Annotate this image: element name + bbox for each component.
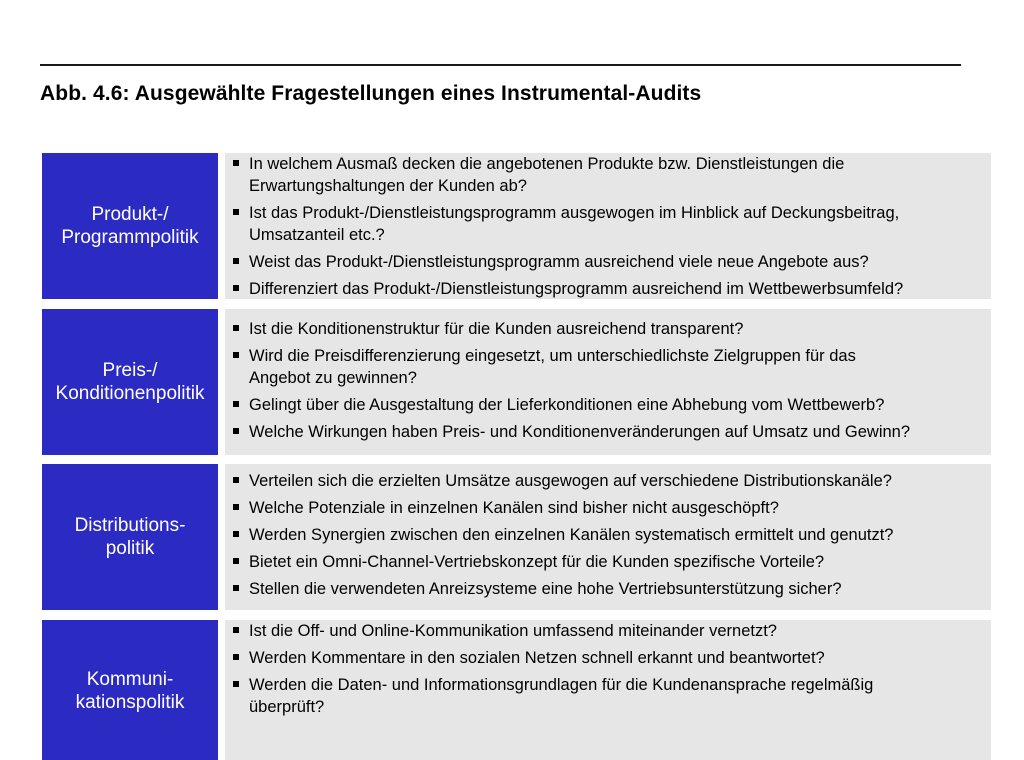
question-item (233, 318, 991, 340)
category-label (42, 464, 218, 610)
bullet-icon (233, 504, 239, 510)
question-text: Ist die Off- und Online-Kommunikation umfassend miteinander vernetzt? (249, 622, 777, 640)
question-text: Weist das Produkt-/Dienstleistungsprogramm ausreichend viele neue Angebote aus? (249, 253, 869, 271)
question-item (233, 153, 991, 197)
bullet-icon (233, 477, 239, 483)
bullet-icon (233, 627, 239, 633)
question-text: Differenziert das Produkt-/Dienstleistungsprogramm ausreichend im Wettbewerbsumfeld? (249, 280, 904, 298)
bullet-icon (233, 285, 239, 291)
question-text: Verteilen sich die erzielten Umsätze ausgewogen auf verschiedene Distributionskanäle? (249, 472, 892, 490)
section-distributionspolitik (42, 464, 991, 610)
bullet-icon (233, 209, 239, 215)
question-panel (225, 309, 991, 455)
question-item (233, 202, 991, 246)
bullet-icon (233, 681, 239, 687)
question-text: Bietet ein Omni-Channel-Vertriebskonzept für die Kunden spezifische Vorteile? (249, 553, 825, 571)
question-text: Welche Potenziale in einzelnen Kanälen sind bisher nicht ausgeschöpft? (249, 499, 779, 517)
question-item (233, 251, 991, 273)
section-produktpolitik (42, 153, 991, 299)
question-item (233, 278, 991, 300)
bullet-icon (233, 160, 239, 166)
bullet-icon (233, 654, 239, 660)
category-label (42, 309, 218, 455)
question-text: Wird die Preisdifferenzierung eingesetzt, um unterschiedlichste Zielgruppen für das Angebot zu gewinnen? (249, 347, 856, 387)
question-text: Ist die Konditionenstruktur für die Kunden ausreichend transparent? (249, 320, 744, 338)
section-kommunikationspolitik (42, 620, 991, 760)
question-item (233, 674, 991, 718)
bullet-icon (233, 558, 239, 564)
top-rule (40, 64, 961, 66)
question-text: Stellen die verwendeten Anreizsysteme eine hohe Vertriebsunterstützung sicher? (249, 580, 842, 598)
question-item (233, 647, 991, 669)
bullet-icon (233, 325, 239, 331)
bullet-icon (233, 428, 239, 434)
bullet-icon (233, 352, 239, 358)
question-item (233, 421, 991, 443)
question-item (233, 394, 991, 416)
bullet-icon (233, 531, 239, 537)
question-text: Welche Wirkungen haben Preis- und Konditionenveränderungen auf Umsatz und Gewinn? (249, 423, 911, 441)
question-item (233, 470, 991, 492)
category-text: Kommuni- kationspolitik (75, 669, 185, 713)
bullet-icon (233, 258, 239, 264)
question-panel (225, 464, 991, 610)
question-text: Werden Synergien zwischen den einzelnen Kanälen systematisch ermittelt und genutzt? (249, 526, 894, 544)
question-text: Gelingt über die Ausgestaltung der Lieferkonditionen eine Abhebung vom Wettbewerb? (249, 396, 885, 414)
category-label (42, 620, 218, 760)
question-item (233, 524, 991, 546)
question-item (233, 620, 991, 642)
question-item (233, 345, 991, 389)
question-item (233, 551, 991, 573)
question-text: Ist das Produkt-/Dienstleistungsprogramm ausgewogen im Hinblick auf Deckungsbeitrag, Umsatzanteil etc.? (249, 204, 900, 244)
category-text: Produkt-/ Programmpolitik (61, 204, 199, 248)
question-item (233, 497, 991, 519)
section-preispolitik (42, 309, 991, 455)
category-text: Preis-/ Konditionenpolitik (55, 360, 205, 404)
question-item (233, 578, 991, 600)
category-label (42, 153, 218, 299)
category-text: Distributions- politik (74, 515, 186, 559)
question-text: In welchem Ausmaß decken die angebotenen Produkte bzw. Dienstleistungen die Erwartungshaltungen der Kunden ab? (249, 155, 845, 195)
bullet-icon (233, 401, 239, 407)
question-text: Werden die Daten- und Informationsgrundlagen für die Kundenansprache regelmäßig überprüft? (249, 676, 874, 716)
question-panel (225, 620, 991, 760)
question-panel (225, 153, 991, 299)
question-text: Werden Kommentare in den sozialen Netzen schnell erkannt und beantwortet? (249, 649, 825, 667)
bullet-icon (233, 585, 239, 591)
figure-title: Abb. 4.6: Ausgewählte Fragestellungen eines Instrumental-Audits (40, 82, 702, 105)
